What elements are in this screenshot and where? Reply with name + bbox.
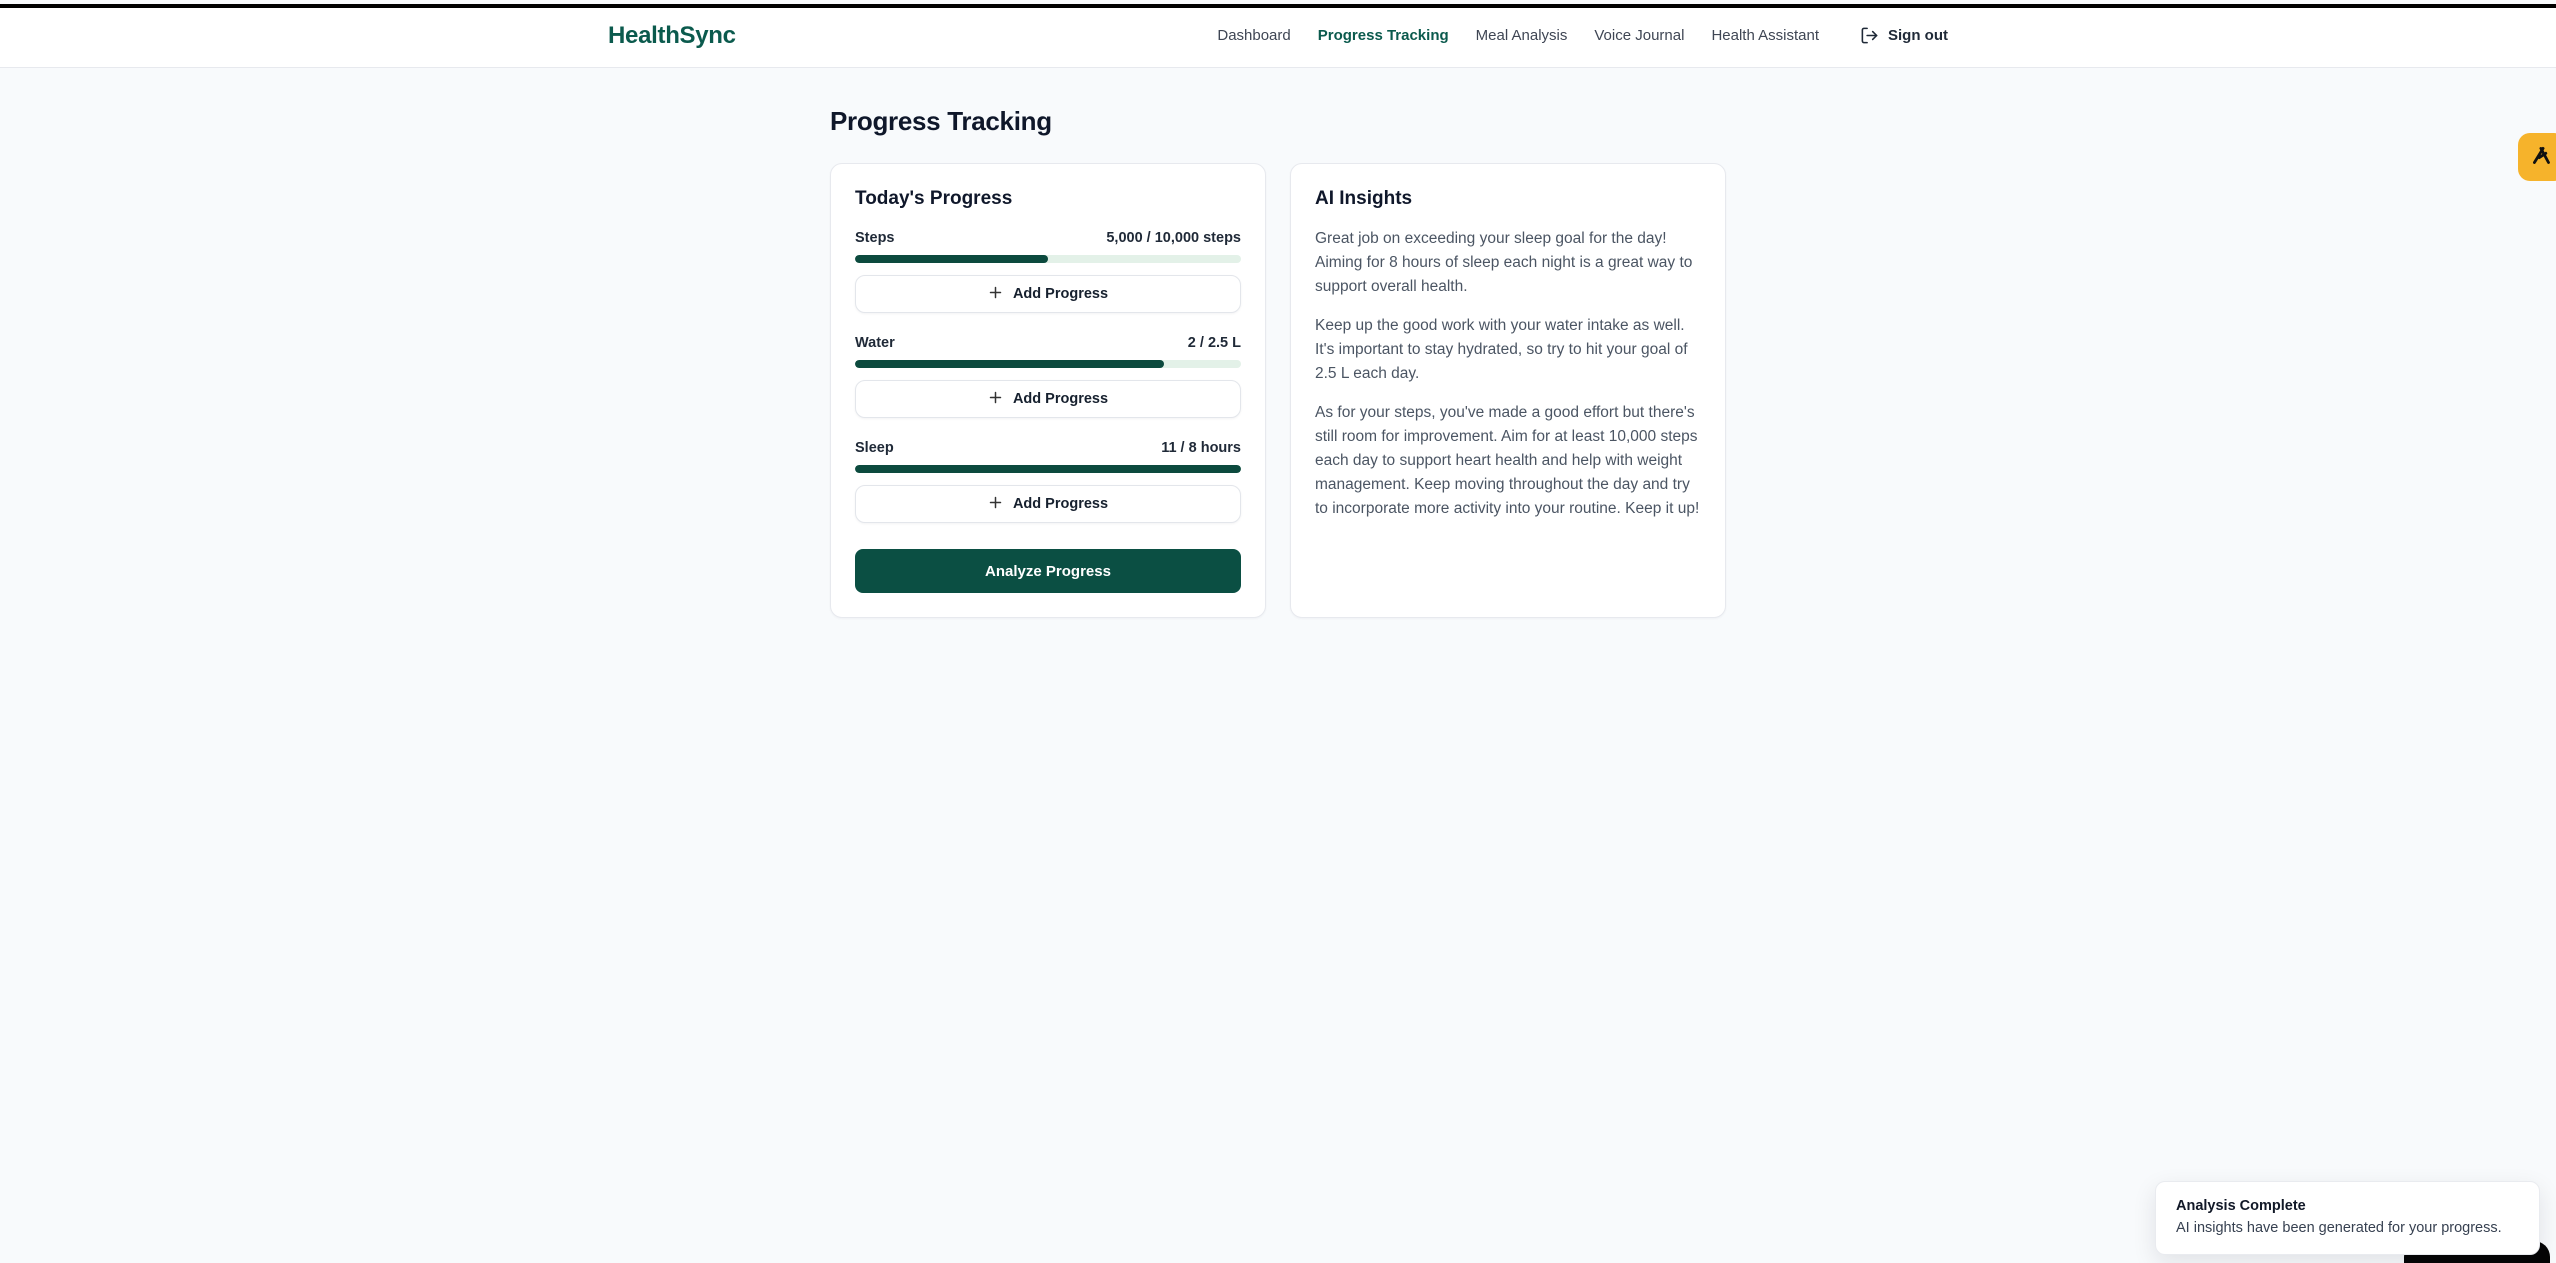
ai-insights-title: AI Insights	[1315, 188, 1413, 209]
nav-item-meal-analysis[interactable]: Meal Analysis	[1475, 27, 1568, 44]
sleep-progress-fill	[855, 465, 1241, 473]
metric-sleep-label: Sleep	[855, 440, 894, 456]
nav-item-voice-journal[interactable]: Voice Journal	[1594, 27, 1685, 44]
metric-sleep-row	[855, 440, 1241, 456]
page-title: Progress Tracking	[830, 106, 1052, 136]
ai-insights-card	[1290, 163, 1726, 618]
metric-water-label: Water	[855, 335, 895, 351]
nav-item-progress-tracking[interactable]: Progress Tracking	[1317, 27, 1449, 44]
add-water-progress-label: Add Progress	[1012, 391, 1109, 407]
metric-steps-value: 5,000 / 10,000 steps	[1106, 230, 1241, 246]
toast-notification[interactable]	[2155, 1181, 2540, 1255]
plus-icon	[988, 495, 1003, 514]
logout-icon	[1860, 26, 1879, 45]
add-water-progress-button[interactable]	[855, 380, 1241, 418]
steps-progress-fill	[855, 255, 1048, 263]
sleep-progress-bar	[855, 465, 1241, 473]
corner-badge-logo-icon	[2529, 143, 2555, 172]
metric-water-row	[855, 335, 1241, 351]
insight-paragraph-water: Keep up the good work with your water intake as well. It's important to stay hydrated, so try to hit your goal of 2.5 L each day.	[1315, 317, 1688, 382]
metric-steps-label: Steps	[855, 230, 895, 246]
water-progress-bar	[855, 360, 1241, 368]
insight-paragraph-sleep: Great job on exceeding your sleep goal for the day! Aiming for 8 hours of sleep each night is a great way to support overall health.	[1315, 230, 1693, 295]
todays-progress-title: Today's Progress	[855, 188, 1013, 209]
app-header	[0, 4, 2556, 68]
metric-sleep	[855, 440, 1241, 523]
metric-sleep-value: 11 / 8 hours	[1161, 440, 1241, 456]
toast-message: AI insights have been generated for your progress.	[2176, 1220, 2502, 1236]
analyze-progress-button[interactable]: Analyze Progress	[855, 549, 1241, 593]
header-container	[608, 4, 1948, 67]
water-progress-fill	[855, 360, 1164, 368]
sign-out-button[interactable]	[1860, 26, 1948, 45]
metric-steps	[855, 230, 1241, 313]
plus-icon	[988, 390, 1003, 409]
nav-item-health-assistant[interactable]: Health Assistant	[1711, 27, 1819, 44]
cards-row	[830, 163, 1726, 618]
add-sleep-progress-button[interactable]	[855, 485, 1241, 523]
app-logo[interactable]: HealthSync	[608, 21, 736, 49]
top-edge-strip	[0, 4, 2556, 8]
steps-progress-bar	[855, 255, 1241, 263]
add-steps-progress-label: Add Progress	[1012, 286, 1109, 302]
main-nav	[1217, 26, 1948, 45]
corner-badge-button[interactable]	[2518, 133, 2556, 181]
metric-water-value: 2 / 2.5 L	[1187, 335, 1241, 351]
add-sleep-progress-label: Add Progress	[1012, 496, 1109, 512]
metric-water	[855, 335, 1241, 418]
nav-item-dashboard[interactable]: Dashboard	[1217, 27, 1291, 44]
sign-out-label: Sign out	[1888, 27, 1948, 44]
plus-icon	[988, 285, 1003, 304]
metric-steps-row	[855, 230, 1241, 246]
todays-progress-card	[830, 163, 1266, 618]
insight-paragraph-steps: As for your steps, you've made a good effort but there's still room for improvement. Aim for at least 10,000 steps each day to support heart health and help with weight management. Keep moving throughout the day and try to incorporate more activity into your routine. Keep it up!	[1315, 404, 1700, 517]
main-content	[830, 106, 1726, 618]
add-steps-progress-button[interactable]	[855, 275, 1241, 313]
toast-title: Analysis Complete	[2176, 1198, 2306, 1214]
